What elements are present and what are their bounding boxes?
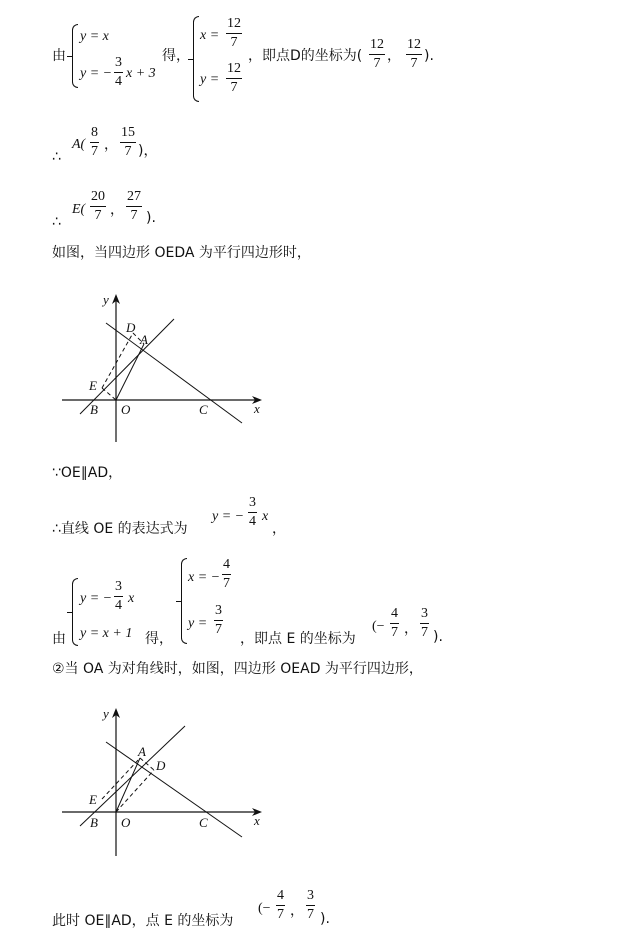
segment-ed <box>102 333 133 388</box>
de-text: 得， <box>162 48 190 64</box>
point-a-label: A( <box>72 137 86 152</box>
label-o: O <box>121 402 131 417</box>
fraction: 8 7 <box>91 125 98 159</box>
close-paren: ). <box>433 629 443 645</box>
point-e-text: ，即点 E 的坐标为 <box>240 631 356 647</box>
fraction: 12 7 <box>407 37 421 71</box>
equation-rhs: x <box>262 509 269 524</box>
fraction: 3 4 <box>115 579 122 613</box>
paragraph-text: 如图，当四边形 OEDA 为平行四边形时， <box>52 245 311 261</box>
fraction: 4 7 <box>391 606 398 640</box>
solution-x: x = <box>200 28 220 43</box>
point-e-label: E( <box>72 202 86 217</box>
close-paren: ). <box>146 210 156 226</box>
comma: ， <box>290 903 304 919</box>
label-c: C <box>199 815 208 830</box>
you-char: 由 <box>52 631 66 647</box>
x-label: x <box>254 401 260 416</box>
point-d-text: ，即点D的坐标为( <box>248 48 363 64</box>
segment-oa <box>116 758 140 812</box>
system-brace <box>72 24 78 88</box>
segment-od <box>116 770 154 812</box>
solution-brace <box>181 558 187 644</box>
segment-oa <box>116 344 144 400</box>
fraction: 3 4 <box>115 55 122 89</box>
solution-y: y = <box>200 72 220 87</box>
segment-ea <box>102 758 140 799</box>
label-c: C <box>199 402 208 417</box>
fraction: 12 7 <box>227 16 241 50</box>
solution-x: x = − <box>188 570 221 585</box>
open-paren: (− <box>258 901 271 916</box>
de-text: 得， <box>145 631 173 647</box>
solution-y: y = <box>188 616 208 631</box>
fraction: 20 7 <box>91 189 105 223</box>
therefore-symbol: ∴ <box>52 149 61 165</box>
y-label: y <box>103 706 109 721</box>
equation-lhs: y = − <box>212 509 245 524</box>
figure-2 <box>60 704 270 859</box>
comma: ， <box>404 621 418 637</box>
equation-rhs: x <box>128 591 135 606</box>
fraction: 3 7 <box>421 606 428 640</box>
equation-lhs: y = − <box>80 66 113 81</box>
fraction: 27 7 <box>127 189 141 223</box>
close-paren: ). <box>424 48 434 64</box>
close-paren: ). <box>320 911 330 927</box>
you-char: 由 <box>52 48 66 64</box>
segment-eo <box>102 388 116 400</box>
equation-rhs: x + 3 <box>126 66 156 81</box>
system-brace <box>72 578 78 646</box>
fraction: 4 7 <box>223 557 230 591</box>
fraction: 4 7 <box>277 888 284 922</box>
label-e: E <box>89 792 97 807</box>
final-text: 此时 OE∥AD，点 E 的坐标为 <box>52 913 234 929</box>
therefore-symbol: ∴ <box>52 214 61 230</box>
comma: ， <box>387 48 401 64</box>
x-label: x <box>254 813 260 828</box>
fraction: 3 7 <box>215 603 222 637</box>
label-b: B <box>90 815 98 830</box>
comma: ， <box>104 137 118 153</box>
label-a: A <box>138 744 146 759</box>
label-o: O <box>121 815 131 830</box>
because-line: ∵OE∥AD， <box>52 465 123 481</box>
segment-ad <box>140 758 154 770</box>
label-d: D <box>156 758 166 773</box>
open-paren: (− <box>372 619 385 634</box>
close-paren: )， <box>138 143 158 159</box>
equation-lhs: y = − <box>80 591 113 606</box>
label-d: D <box>126 320 136 335</box>
figure-1 <box>60 290 270 445</box>
y-label: y <box>103 292 109 307</box>
label-e: E <box>89 378 97 393</box>
equation-y-eq-x-plus-1: y = x + 1 <box>80 626 133 641</box>
solution-brace <box>193 16 199 102</box>
line-oe-text: ∴直线 OE 的表达式为 <box>52 521 188 537</box>
fraction: 15 7 <box>121 125 135 159</box>
fraction: 3 4 <box>249 495 256 529</box>
case-2-text: ②当 OA 为对角线时，如图，四边形 OEAD 为平行四边形， <box>52 661 423 677</box>
label-a: A <box>140 332 148 347</box>
label-b: B <box>90 402 98 417</box>
fraction: 3 7 <box>307 888 314 922</box>
comma: ， <box>272 521 286 537</box>
fraction: 12 7 <box>227 61 241 95</box>
comma: ， <box>110 202 124 218</box>
equation-y-eq-x: y = x <box>80 29 109 44</box>
fraction: 12 7 <box>370 37 384 71</box>
